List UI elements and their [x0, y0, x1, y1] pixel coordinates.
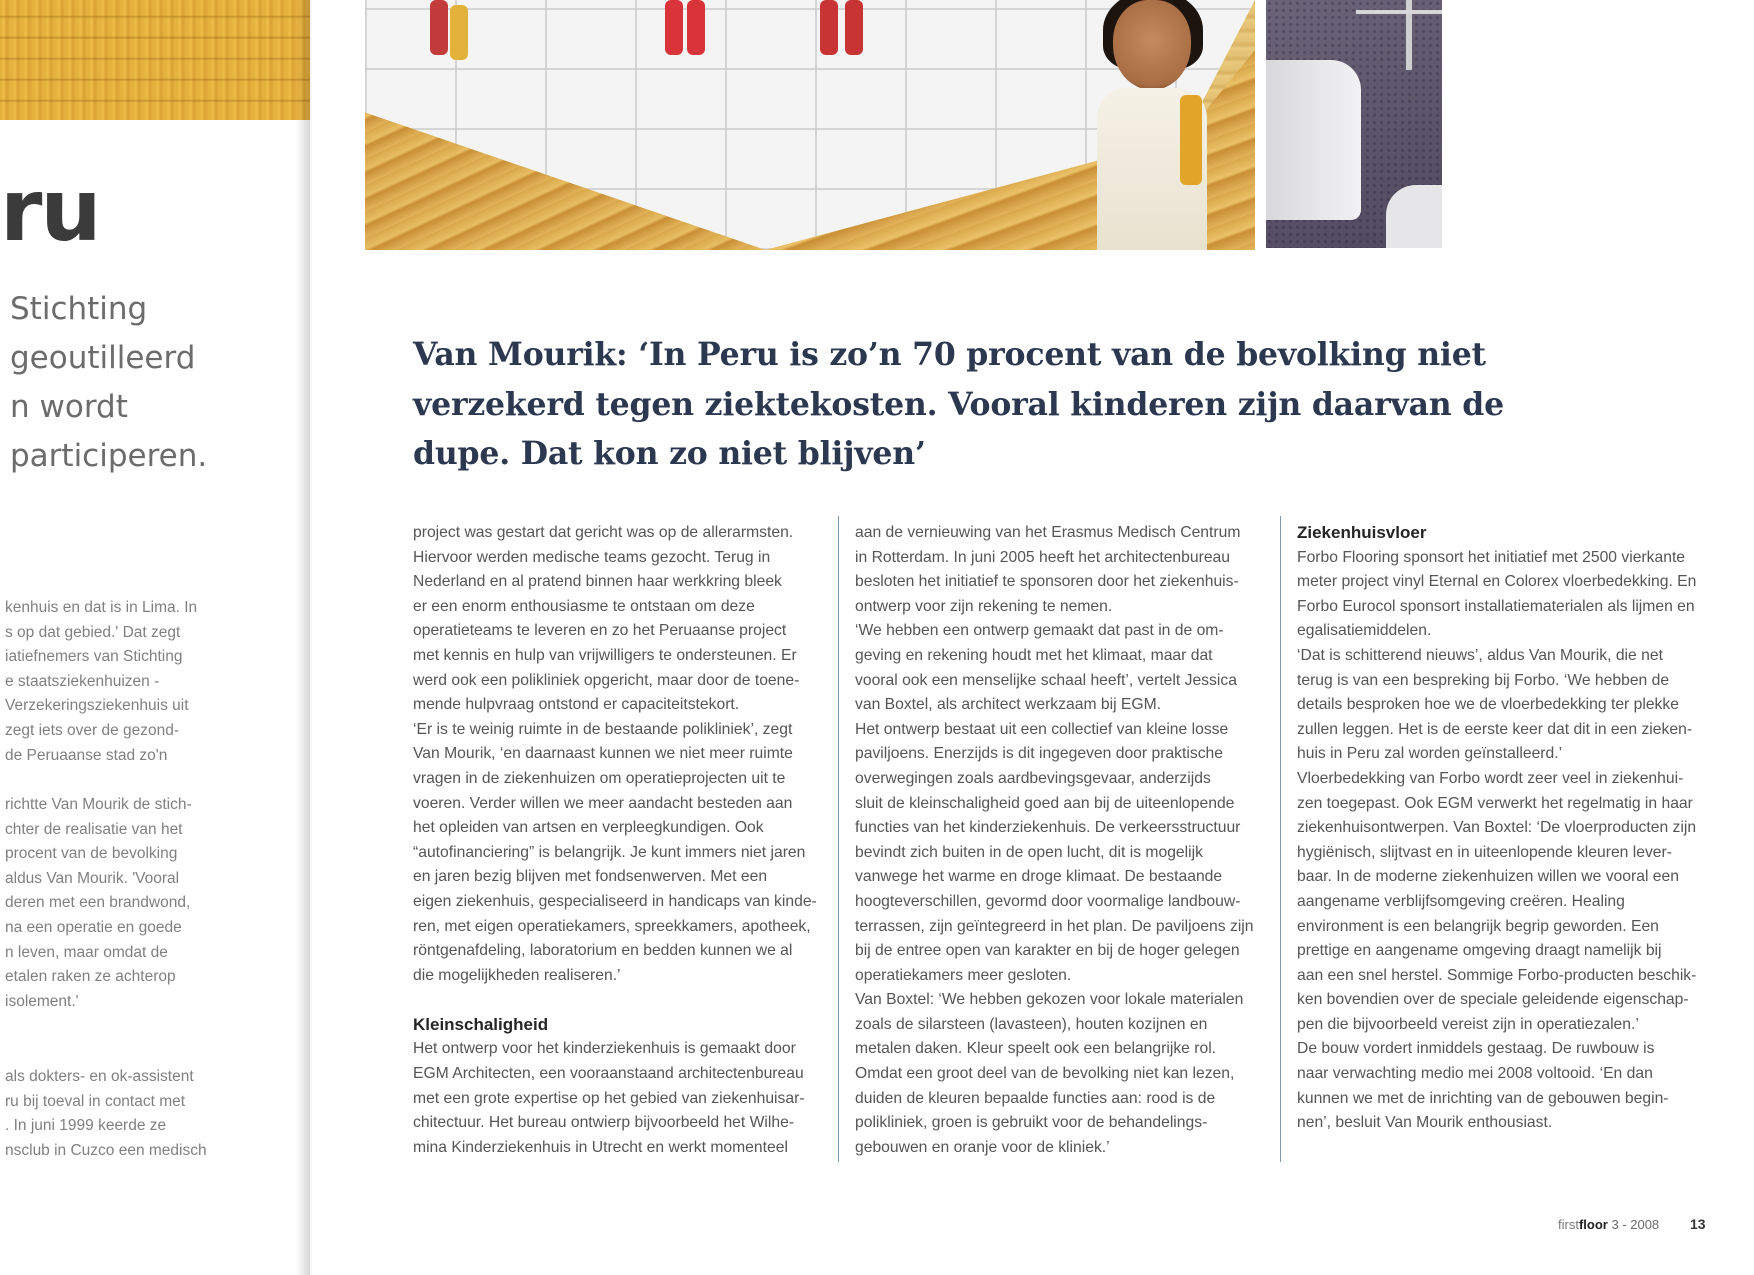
text-line: . In juni 1999 keerde ze [5, 1117, 167, 1135]
body-text-line: Forbo Flooring sponsort het initiatief met 2500 vierkante [1297, 548, 1686, 566]
body-text-line: environment is een belangrijk begrip geworden. Een [1297, 917, 1659, 935]
left-page-heading: ru [0, 161, 100, 261]
body-text-line: terug is van een bespreking bij Forbo. ‘We hebben de [1297, 671, 1670, 689]
intro-line: n wordt [10, 389, 128, 425]
left-page-text-block [5, 1065, 305, 1163]
text-line: iatiefnemers van Stichting [5, 648, 183, 666]
text-line: kenhuis en dat is in Lima. In [5, 599, 198, 616]
body-text-line: operatiekamers meer gesloten. [855, 966, 1072, 984]
text-line: na een operatie en goede [5, 918, 182, 936]
body-text-line: gebouwen en oranje voor de kliniek.’ [855, 1138, 1110, 1156]
floor-photo [365, 0, 1255, 250]
child-legs [687, 0, 705, 55]
body-text-line: duiden de kleuren bepaalde functies aan: rood is de [855, 1089, 1216, 1107]
text-line: richtte Van Mourik de stich- [5, 796, 192, 813]
body-text-line: vragen in de ziekenhuizen om operatieprojecten uit te [413, 769, 786, 787]
body-text-line: Nederland en al pratend binnen haar werkkring bleek [413, 573, 782, 591]
headline-line: dupe. Dat kon zo niet blijven’ [413, 435, 926, 472]
page-number: 13 [1690, 1216, 1706, 1232]
pull-quote-headline [413, 330, 1503, 479]
text-line: nsclub in Cuzco een medisch [5, 1141, 207, 1159]
body-text-line: en jaren bezig blijven met fondsenwerven. Met een [413, 868, 768, 886]
body-text-line: overwegingen zoals aardbevingsgevaar, anderzijds [855, 769, 1211, 787]
left-page-intro [10, 285, 310, 481]
section-heading: Kleinschaligheid [413, 1014, 549, 1034]
text-line: deren met een brandwond, [5, 894, 191, 912]
body-text-line: kunnen we met de inrichting van de gebouwen begin- [1297, 1089, 1669, 1107]
body-text-line: paviljoens. Enerzijds is dit ingegeven door praktische [855, 745, 1223, 763]
headline-line: Van Mourik: ‘In Peru is zo’n 70 procent van de bevolking niet [413, 336, 1486, 373]
body-text-line: Van Mourik, ‘en daarnaast kunnen we niet meer ruimte [413, 745, 793, 763]
body-text-line: metalen daken. Kleur speelt ook een belangrijke rol. [855, 1040, 1217, 1058]
body-text-line: vanwege het warme en droge klimaat. De bestaande [855, 868, 1223, 886]
child-legs [820, 0, 838, 55]
body-text-line: pen die bijvoorbeeld vereist zijn in operatiezalen.’ [1297, 1015, 1639, 1033]
body-text-line: project was gestart dat gericht was op de allerarmsten. [413, 524, 794, 541]
body-text-line: functies van het kinderziekenhuis. De verkeersstructuur [855, 819, 1241, 837]
body-text-line: röntgenafdeling, laboratorium en bedden kunnen we al [413, 942, 793, 960]
body-text-line: prettige en aangename omgeving draagt namelijk bij [1297, 942, 1662, 960]
body-text-line: nen’, besluit Van Mourik enthousiast. [1297, 1114, 1553, 1132]
body-text-line: EGM Architecten, een vooraanstaand architectenbureau [413, 1065, 804, 1083]
body-text-line: Vloerbedekking van Forbo wordt zeer veel in ziekenhui- [1297, 769, 1684, 787]
intro-line: geoutilleerd [10, 340, 196, 376]
body-text-line: naar verwachting medio mei 2008 voltooid. ‘En dan [1297, 1065, 1653, 1083]
body-text-line: mende hulpvraag ontstond er capaciteitstekort. [413, 696, 740, 714]
issue-label: 3 - 2008 [1607, 1217, 1660, 1232]
body-text-line: ‘Dat is schitterend nieuws’, aldus Van Mourik, die net [1297, 646, 1663, 664]
body-text-line: Het ontwerp voor het kinderziekenhuis is gemaakt door [413, 1040, 796, 1058]
text-line: chter de realisatie van het [5, 820, 183, 838]
body-text-line: aangename verblijfsomgeving creëren. Healing [1297, 892, 1625, 910]
intro-line: Stichting [10, 291, 148, 327]
body-text-line: Forbo Eurocol sponsort installatiematerialen als lijmen en [1297, 597, 1695, 615]
body-text-line: vooral ook een menselijke schaal heeft’, vertelt Jessica [855, 671, 1237, 689]
body-text-line: Van Boxtel: ‘We hebben gekozen voor lokale materialen [855, 991, 1244, 1009]
body-text-line: zoals de silarsteen (lavasteen), houten kozijnen en [855, 1015, 1208, 1033]
body-text-line: Omdat een groot deel van de bevolking niet kan lezen, [855, 1065, 1235, 1083]
text-line: etalen raken ze achterop [5, 968, 176, 986]
body-text-line: in Rotterdam. In juni 2005 heeft het architectenbureau [855, 548, 1230, 566]
body-text-line: baar. In de moderne ziekenhuizen willen we vooral een [1297, 868, 1679, 886]
body-text-line: egalisatiemiddelen. [1297, 622, 1432, 640]
text-column-2 [855, 521, 1265, 1160]
body-text-line: met kennis en hulp van vrijwilligers te ondersteunen. Er [413, 646, 797, 664]
text-column-3 [1297, 521, 1707, 1136]
left-page-text-block [5, 596, 305, 768]
text-line: procent van de bevolking [5, 845, 178, 863]
intro-line: participeren. [10, 438, 208, 474]
magazine-name-part: floor [1578, 1217, 1608, 1232]
magazine-name-part: first [1558, 1217, 1579, 1232]
body-text-line: huis in Peru zal worden geïnstalleerd.’ [1297, 745, 1563, 763]
text-line: n leven, maar omdat de [5, 943, 168, 961]
body-text-line: met een grote expertise op het gebied van ziekenhuisar- [413, 1089, 805, 1107]
body-text-line: aan een snel herstel. Sommige Forbo-producten beschik- [1297, 966, 1697, 984]
body-text-line: mina Kinderziekenhuis in Utrecht en werkt momenteel [413, 1138, 788, 1156]
column-divider [838, 516, 839, 1162]
body-text-line: voeren. Verder willen we meer aandacht besteden aan [413, 794, 793, 812]
left-page-text-block [5, 793, 305, 1014]
body-text-line: chitectuur. Het bureau ontwierp bijvoorbeeld het Wilhe- [413, 1114, 795, 1132]
text-line: isolement.' [5, 992, 79, 1010]
body-text-line: besloten het initiatief te sponsoren door het ziekenhuis- [855, 573, 1239, 591]
body-text-line: het opleiden van artsen en verpleegkundigen. Ook [413, 819, 764, 837]
body-text-line: operatieteams te leveren en zo het Peruaanse project [413, 622, 787, 640]
body-text-line: geving en rekening houdt met het klimaat, maar dat [855, 646, 1213, 664]
text-line: als dokters- en ok-assistent [5, 1068, 194, 1085]
body-text-line: sluit de kleinschaligheid goed aan bij de uiteenlopende [855, 794, 1235, 812]
text-line: aldus Van Mourik. 'Vooral [5, 869, 180, 887]
body-text-line: werd ook een polikliniek opgericht, maar door de toene- [413, 671, 800, 689]
magazine-footer [1558, 1217, 1659, 1232]
wooden-floor-photo [0, 0, 310, 120]
body-text-line: ziekenhuisontwerpen. Van Boxtel: ‘De vloerproducten zijn [1297, 819, 1697, 837]
body-text-line: ‘We hebben een ontwerp gemaakt dat past in de om- [855, 622, 1224, 640]
text-column-1 [413, 521, 823, 1160]
left-page [0, 0, 310, 1275]
body-text-line: ren, met eigen operatiekamers, spreekkamers, apotheek, [413, 917, 811, 935]
section-heading: Ziekenhuisvloer [1297, 523, 1427, 542]
body-text-line: hygiënisch, slijtvast en in uiteenlopende kleuren lever- [1297, 843, 1672, 861]
body-text-line: bij de entree open van karakter en bij de hoger gelegen [855, 942, 1240, 960]
child-legs [665, 0, 683, 55]
text-line: s op dat gebied.' Dat zegt [5, 623, 181, 641]
body-text-line: ken bovendien over de speciale geleidende eigenschap- [1297, 991, 1689, 1009]
chair [1266, 60, 1361, 220]
text-line: zegt iets over de gezond- [5, 721, 180, 739]
interior-photo [1266, 0, 1442, 248]
body-text-line: De bouw vordert inmiddels gestaag. De ruwbouw is [1297, 1040, 1655, 1058]
body-text-line: zen toegepast. Ook EGM verwerkt het regelmatig in haar [1297, 794, 1693, 812]
body-text-line: Het ontwerp bestaat uit een collectief van kleine losse [855, 720, 1229, 738]
body-text-line: ‘Er is te weinig ruimte in de bestaande polikliniek’, zegt [413, 720, 793, 738]
smiling-girl [1085, 0, 1225, 250]
column-divider [1280, 516, 1281, 1162]
body-text-line: polikliniek, groen is gebruikt voor de behandelings- [855, 1114, 1208, 1132]
text-line: ru bij toeval in contact met [5, 1092, 186, 1110]
body-text-line: hoogteverschillen, gevormd door voormalige landbouw- [855, 892, 1241, 910]
body-text-line: die mogelijkheden realiseren.’ [413, 966, 621, 984]
body-text-line: terrassen, zijn geïntegreerd in het plan. De paviljoens zijn [855, 917, 1254, 935]
paragraph-spacer [413, 988, 823, 1013]
text-line: de Peruaanse stad zo'n [5, 746, 168, 764]
child-legs [430, 0, 448, 55]
body-text-line: Hiervoor werden medische teams gezocht. Terug in [413, 548, 771, 566]
body-text-line: details besproken hoe we de vloerbedekking ter plekke [1297, 696, 1679, 714]
body-text-line: aan de vernieuwing van het Erasmus Medisch Centrum [855, 524, 1241, 541]
body-text-line: ontwerp voor zijn rekening te nemen. [855, 597, 1113, 615]
headline-line: verzekerd tegen ziektekosten. Vooral kinderen zijn daarvan de [413, 385, 1504, 423]
page-gutter-shadow [296, 0, 310, 1275]
child-legs [450, 5, 468, 60]
body-text-line: zullen leggen. Het is de eerste keer dat dit in een zieken- [1297, 720, 1693, 738]
body-text-line: van Boxtel, als architect werkzaam bij EGM. [855, 696, 1162, 714]
text-line: e staatsziekenhuizen - [5, 672, 160, 690]
body-text-line: “autofinanciering” is belangrijk. Je kunt immers niet jaren [413, 843, 806, 861]
child-legs [845, 0, 863, 55]
chair [1386, 185, 1442, 248]
body-text-line: er een enorm enthousiasme te ontstaan om deze [413, 597, 755, 615]
body-text-line: bevindt zich buiten in de open lucht, dit is mogelijk [855, 843, 1203, 861]
text-line: Verzekeringsziekenhuis uit [5, 697, 189, 715]
body-text-line: eigen ziekenhuis, gespecialiseerd in handicaps van kinde- [413, 892, 817, 910]
body-text-line: meter project vinyl Eternal en Colorex vloerbedekking. En [1297, 573, 1697, 591]
